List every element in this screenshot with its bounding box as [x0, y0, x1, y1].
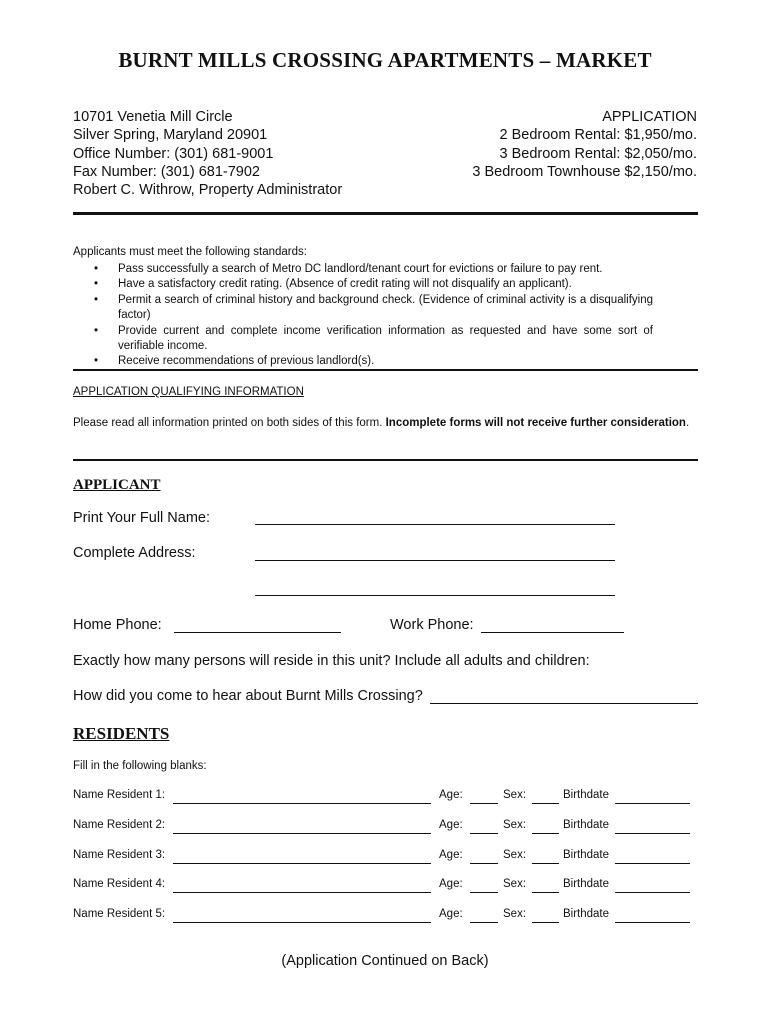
sex-field[interactable] — [532, 892, 559, 893]
resident-name-label: Name Resident 1: — [73, 789, 166, 801]
age-label: Age: — [439, 878, 463, 890]
full-name-field[interactable] — [255, 524, 615, 525]
birthdate-label: Birthdate — [563, 908, 610, 920]
age-label: Age: — [439, 819, 463, 831]
list-item: • Have a satisfactory credit rating. (Absence of credit rating will not disqualify an applicant). — [73, 277, 653, 292]
full-name-label: Print Your Full Name: — [73, 510, 211, 526]
age-label: Age: — [439, 908, 463, 920]
page-title: BURNT MILLS CROSSING APARTMENTS – MARKET — [118, 48, 652, 72]
property-administrator: Robert C. Withrow, Property Administrator — [73, 182, 343, 199]
resident-name-field[interactable] — [173, 803, 431, 804]
birthdate-label: Birthdate — [563, 789, 610, 801]
age-field[interactable] — [470, 863, 498, 864]
sex-field[interactable] — [532, 833, 559, 834]
birthdate-label: Birthdate — [563, 819, 610, 831]
bullet-icon: • — [94, 293, 99, 306]
fax-number: Fax Number: (301) 681-7902 — [73, 163, 260, 180]
bullet-icon: • — [94, 263, 99, 275]
resident-name-label: Name Resident 2: — [73, 819, 166, 831]
address-field-line-2[interactable] — [255, 595, 615, 596]
office-number: Office Number: (301) 681-9001 — [73, 145, 274, 162]
resident-name-label: Name Resident 5: — [73, 908, 166, 920]
hear-about-question: How did you come to hear about Burnt Mills Crossing? — [73, 688, 423, 704]
resident-name-field[interactable] — [173, 833, 431, 834]
resident-name-field[interactable] — [173, 863, 431, 864]
application-label: APPLICATION — [602, 109, 697, 125]
resident-row — [73, 819, 698, 839]
sex-field[interactable] — [532, 863, 559, 864]
age-field[interactable] — [470, 833, 498, 834]
age-field[interactable] — [470, 892, 498, 893]
birthdate-field[interactable] — [615, 803, 690, 804]
rate-3br: 3 Bedroom Rental: $2,050/mo. — [499, 145, 697, 162]
hear-about-field[interactable] — [430, 703, 698, 704]
home-phone-label: Home Phone: — [73, 617, 162, 633]
address-street: 10701 Venetia Mill Circle — [73, 109, 233, 125]
home-phone-field[interactable] — [174, 632, 341, 633]
list-item: • Permit a search of criminal history and background check. (Evidence of criminal activity is a disqualifying factor) — [94, 293, 653, 322]
standards-intro: Applicants must meet the following standards: — [73, 246, 307, 258]
resident-row — [73, 849, 698, 869]
resident-row — [73, 789, 698, 809]
age-field[interactable] — [470, 803, 498, 804]
birthdate-label: Birthdate — [563, 849, 610, 861]
rate-2br: 2 Bedroom Rental: $1,950/mo. — [499, 127, 697, 144]
age-label: Age: — [439, 849, 463, 861]
qualifying-heading: APPLICATION QUALIFYING INFORMATION — [73, 386, 304, 398]
standards-divider — [73, 369, 698, 371]
applicant-heading: APPLICANT — [73, 477, 161, 493]
address-label: Complete Address: — [73, 545, 196, 561]
sex-field[interactable] — [532, 803, 559, 804]
resident-name-field[interactable] — [173, 892, 431, 893]
sex-field[interactable] — [532, 922, 559, 923]
bullet-icon: • — [94, 324, 99, 337]
list-item: • Provide current and complete income verification information as requested and have some sort of verifiable income. — [94, 324, 653, 353]
header-divider — [73, 212, 698, 215]
rate-3br-townhouse: 3 Bedroom Townhouse $2,150/mo. — [472, 163, 697, 180]
resident-row — [73, 908, 698, 928]
birthdate-label: Birthdate — [563, 878, 610, 890]
residents-heading: RESIDENTS — [73, 724, 170, 743]
continued-footer: (Application Continued on Back) — [281, 953, 489, 969]
birthdate-field[interactable] — [615, 833, 690, 834]
list-item: • Pass successfully a search of Metro DC landlord/tenant court for evictions or failure to pay rent. — [73, 262, 653, 277]
age-label: Age: — [439, 789, 463, 801]
form-notice: Please read all information printed on both sides of this form. Incomplete forms will not receive further consideration. — [73, 417, 690, 429]
work-phone-label: Work Phone: — [390, 617, 474, 633]
bullet-icon: • — [94, 355, 99, 368]
sex-label: Sex: — [503, 819, 527, 831]
incomplete-warning: Incomplete forms will not receive further consideration — [385, 417, 686, 429]
work-phone-field[interactable] — [481, 632, 624, 633]
persons-question: Exactly how many persons will reside in this unit? Include all adults and children: — [73, 653, 590, 669]
residents-intro: Fill in the following blanks: — [73, 760, 207, 772]
rental-rates-block — [472, 108, 697, 181]
list-item: • Receive recommendations of previous landlord(s). — [73, 354, 653, 369]
resident-name-label: Name Resident 4: — [73, 878, 166, 890]
sex-label: Sex: — [503, 789, 527, 801]
sex-label: Sex: — [503, 908, 527, 920]
address-city: Silver Spring, Maryland 20901 — [73, 127, 268, 144]
standards-list — [73, 262, 653, 370]
resident-row — [73, 878, 698, 898]
birthdate-field[interactable] — [615, 863, 690, 864]
address-field-line-1[interactable] — [255, 560, 615, 561]
birthdate-field[interactable] — [615, 922, 690, 923]
sex-label: Sex: — [503, 878, 527, 890]
sex-label: Sex: — [503, 849, 527, 861]
resident-name-label: Name Resident 3: — [73, 849, 166, 861]
notice-divider — [73, 459, 698, 461]
birthdate-field[interactable] — [615, 892, 690, 893]
bullet-icon: • — [94, 278, 99, 291]
resident-name-field[interactable] — [173, 922, 431, 923]
age-field[interactable] — [470, 922, 498, 923]
property-address-block — [73, 108, 342, 199]
